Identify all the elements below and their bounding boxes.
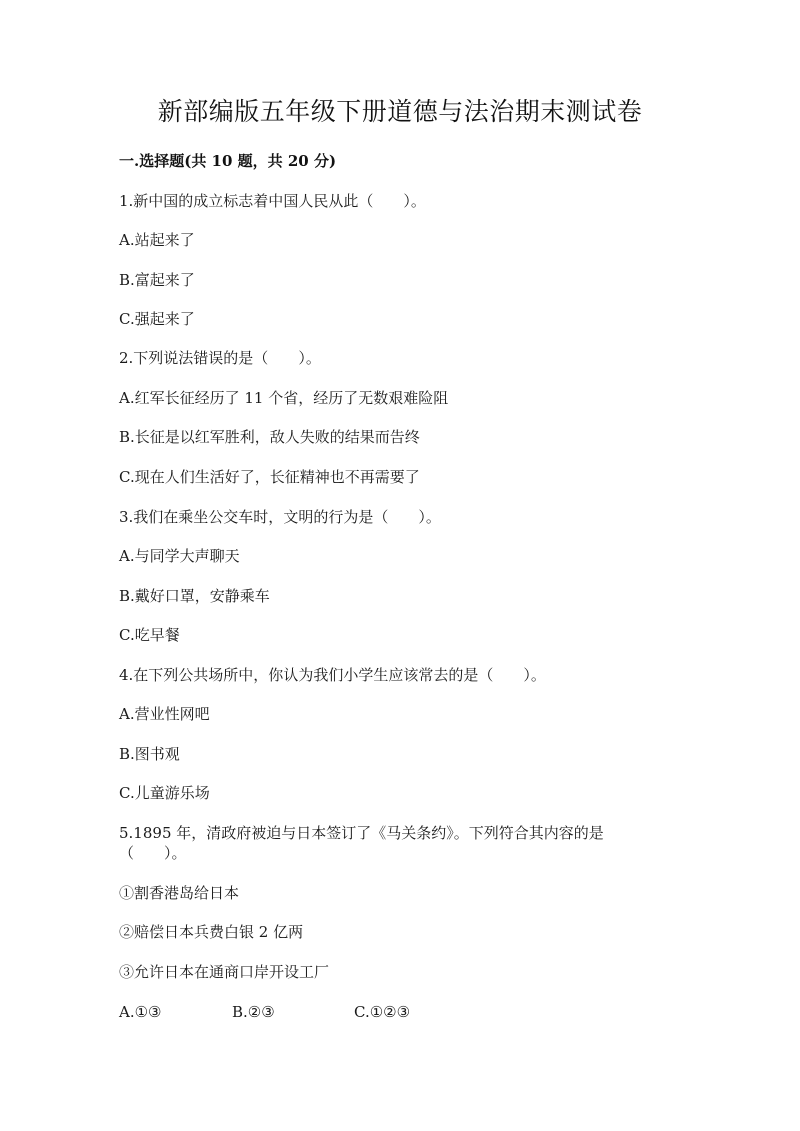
question-4-option-b[interactable]: B.图书观 bbox=[119, 745, 180, 763]
question-2-option-b[interactable]: B.长征是以红军胜利，敌人失败的结果而告终 bbox=[119, 428, 420, 446]
question-2-stem: 2.下列说法错误的是（ ）。 bbox=[119, 349, 321, 367]
question-3-option-b[interactable]: B.戴好口罩，安静乘车 bbox=[119, 587, 270, 605]
question-1-stem: 1.新中国的成立标志着中国人民从此（ ）。 bbox=[119, 192, 426, 210]
question-5-statement-3: ③允许日本在通商口岸开设工厂 bbox=[119, 963, 330, 981]
question-5-stem: 5.1895 年，清政府被迫与日本签订了《马关条约》。下列符合其内容的是（ ）。 bbox=[119, 824, 604, 862]
question-4-stem: 4.在下列公共场所中，你认为我们小学生应该常去的是（ ）。 bbox=[119, 666, 546, 684]
question-2-option-a[interactable]: A.红军长征经历了 11 个省，经历了无数艰难险阻 bbox=[119, 389, 449, 407]
question-5-statement-1: ①割香港岛给日本 bbox=[119, 884, 240, 902]
question-5-statement-2: ②赔偿日本兵费白银 2 亿两 bbox=[119, 923, 304, 941]
question-1-option-b[interactable]: B.富起来了 bbox=[119, 271, 195, 289]
question-3-stem: 3.我们在乘坐公交车时，文明的行为是（ ）。 bbox=[119, 508, 441, 526]
document-title: 新部编版五年级下册道德与法治期末测试卷 bbox=[157, 97, 643, 126]
question-1-option-a[interactable]: A.站起来了 bbox=[119, 231, 195, 249]
question-5-option-b[interactable]: B.②③ bbox=[232, 1003, 275, 1021]
question-1-option-c[interactable]: C.强起来了 bbox=[119, 310, 195, 328]
question-2-option-c[interactable]: C.现在人们生活好了，长征精神也不再需要了 bbox=[119, 468, 420, 486]
question-3-option-a[interactable]: A.与同学大声聊天 bbox=[119, 547, 240, 565]
question-4-option-a[interactable]: A.营业性网吧 bbox=[119, 705, 210, 723]
question-3-option-c[interactable]: C.吃早餐 bbox=[119, 626, 180, 644]
question-5-option-c[interactable]: C.①②③ bbox=[354, 1003, 411, 1021]
question-5-option-a[interactable]: A.①③ bbox=[119, 1003, 162, 1021]
section-heading: 一.选择题(共 10 题，共 20 分) bbox=[119, 152, 337, 170]
question-4-option-c[interactable]: C.儿童游乐场 bbox=[119, 784, 210, 802]
